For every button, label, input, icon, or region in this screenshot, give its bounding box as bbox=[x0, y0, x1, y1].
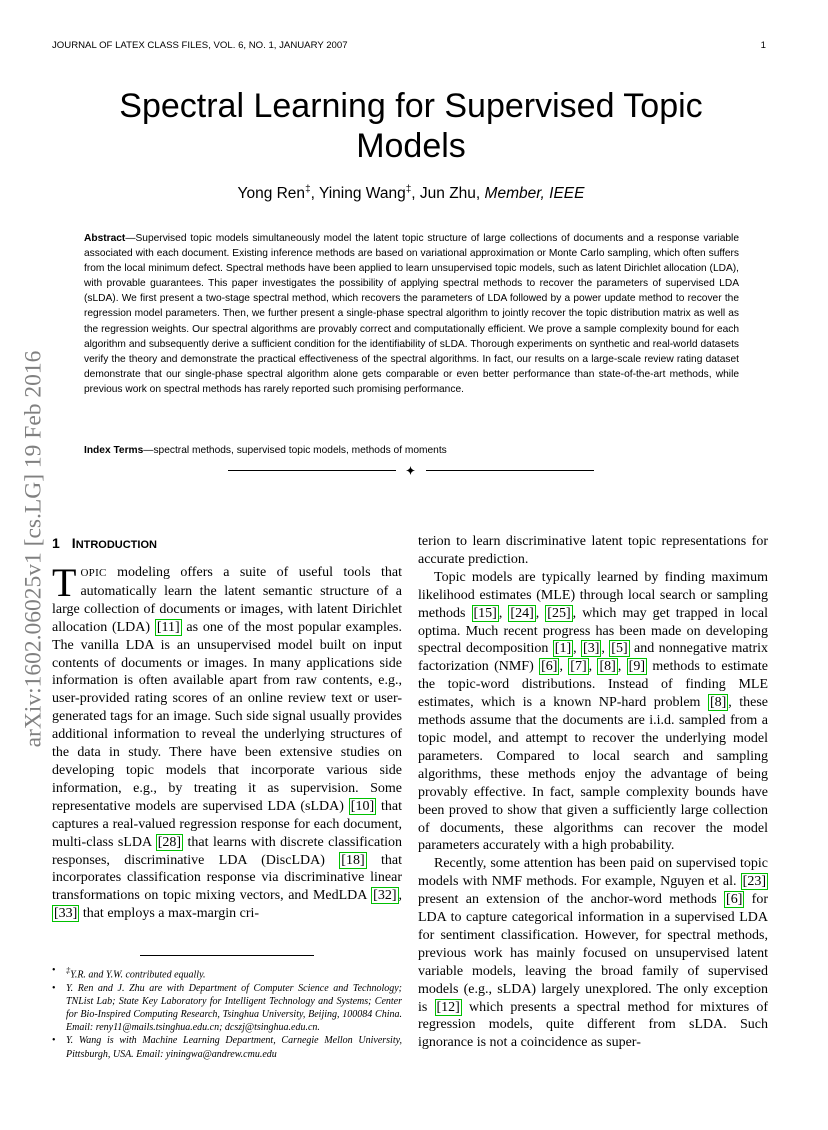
index-terms bbox=[84, 443, 739, 458]
citation-link[interactable]: [5] bbox=[611, 641, 628, 657]
footnote-item: • ‡Y.R. and Y.W. contributed equally. bbox=[52, 965, 206, 981]
paragraph: Recently, some attention has been paid on supervised topic models with NMF methods. For example, Nguyen et al. [23] present an extension of the anchor-word methods [6] for LDA to capture categorical information in a supervised LDA for sentiment classification. However, for spectral methods, previous work has mainly focused on unsupervised latent variable models, leaving the broad family of supervised models (e.g., sLDA) largely unexplored. The only exception is [12] which presents a spectral method for mixtures of regression models, quite different from sLDA. Such ignorance is not a coincidence as super- bbox=[418, 856, 769, 1051]
citation-link[interactable]: [23] bbox=[742, 874, 766, 890]
bullet-icon: • bbox=[52, 982, 56, 994]
index-terms-label: Index Terms bbox=[84, 445, 144, 456]
footnote-mark: ‡ bbox=[66, 966, 71, 975]
citation-link[interactable]: [10] bbox=[350, 798, 375, 814]
equal-contribution-mark: ‡ bbox=[305, 184, 311, 195]
citation-link[interactable]: [9] bbox=[628, 659, 645, 675]
abstract bbox=[84, 231, 739, 397]
arxiv-identifier: arXiv:1602.06025v1 [cs.LG] 19 Feb 2016 bbox=[20, 350, 47, 748]
citation-link[interactable]: [28] bbox=[157, 834, 182, 850]
paragraph: terion to learn discriminative latent topic representations for accurate prediction. bbox=[418, 534, 768, 567]
citation-link[interactable]: [18] bbox=[341, 852, 365, 868]
running-header bbox=[52, 40, 766, 56]
arxiv-watermark bbox=[22, 283, 46, 815]
left-column bbox=[52, 533, 402, 923]
divider-rule-left bbox=[228, 470, 396, 471]
abstract-text: —Supervised topic models simultaneously model the latent topic structure of large collections of documents and a response variable associated with each document. Existing inference methods are based on variational approximation or Monte Carlo sampling, which often suffers from the local minimum defect. Spectral methods have been applied to learn unsupervised topic models, such as latent Dirichlet allocation (LDA), with provable guarantees. This paper investigates the possibility of applying spectral methods to recover the parameters of supervised LDA (sLDA). We first present a two-stage spectral method, which recovers the parameters of LDA followed by a power update method to recover the regression model parameters. Then, we further present a single-phase spectral algorithm to jointly recover the topic distribution matrix as well as the regression weights. Our spectral algorithms are provably correct and computationally efficient. We prove a sample complexity bound for each algorithm and subsequently derive a sufficient condition for the identifiability of sLDA. Thorough experiments on synthetic and real-world datasets verify the theory and demonstrate the practical effectiveness of the spectral algorithms. In fact, our results on a large-scale review rating dataset demonstrate that our single-phase spectral algorithm alone gets comparable or even better performance than state-of-the-art methods, while previous work on spectral methods has rarely reported such promising performance. bbox=[84, 233, 739, 395]
equal-contribution-mark: ‡ bbox=[405, 184, 412, 195]
abstract-label: Abstract bbox=[84, 233, 126, 244]
diamond-icon bbox=[406, 466, 415, 475]
author-role: Member, IEEE bbox=[484, 185, 585, 203]
paper-title: Spectral Learning for Supervised Topic Models bbox=[119, 87, 703, 165]
footnote-item: • Y. Ren and J. Zhu are with Department of Computer Science and Technology; TNList Lab; State Key Laboratory for Intelligent Technology and Systems; Center for Bio-Inspired Computing Research, Tsinghua University, Beijing, 100084 China. Email: reny11@mails.tsinghua.edu.cn; dcszj@tsinghua.edu.cn. bbox=[52, 982, 402, 1034]
citation-link[interactable]: [8] bbox=[709, 695, 727, 711]
section-divider bbox=[228, 463, 594, 479]
author-name: Yining Wang bbox=[318, 185, 406, 203]
page-number: 1 bbox=[760, 40, 766, 51]
citation-link[interactable]: [3] bbox=[583, 641, 600, 657]
citation-link[interactable]: [33] bbox=[54, 906, 78, 922]
small-caps-word: OPIC bbox=[80, 567, 107, 579]
bullet-icon: • bbox=[52, 965, 56, 976]
citation-link[interactable]: [24] bbox=[510, 605, 534, 621]
author-name: Yong Ren bbox=[237, 185, 306, 203]
author-name: Jun Zhu bbox=[419, 185, 476, 203]
footnotes bbox=[52, 964, 402, 1061]
citation-link[interactable]: [8] bbox=[599, 659, 616, 675]
right-column bbox=[418, 533, 768, 1052]
footnote-rule bbox=[140, 955, 314, 956]
citation-link[interactable]: [1] bbox=[554, 641, 572, 657]
citation-link[interactable]: [6] bbox=[541, 659, 558, 675]
bullet-icon: • bbox=[52, 1035, 56, 1047]
paragraph: Topic models are typically learned by finding maximum likelihood estimates (MLE) through local search or sampling methods [15] , [24] , [25] , which may get trapped in local optima. Much recent progress has been made on developing spectral decomposition [1] , [3] , [5] and nonnegative matrix factorization (NMF) [6] , [7] , [8] , [9] methods to estimate the topic-word distributions. Instead of finding MLE estimates, which is a known NP-hard problem [8] , these methods assume that the documents are i.i.d. sampled from a topic model, and attempt to recover the underlying model parameters. Compared to local search and sampling algorithms, these methods enjoy the advantage of being provably effective. In fact, sample complexity bounds have been proved to show that given a sufficiently large collection of documents, these algorithms can recover the model parameters accurately with a high probability. bbox=[418, 569, 769, 854]
index-terms-text: —spectral methods, supervised topic models, methods of moments bbox=[143, 445, 447, 456]
journal-header: JOURNAL OF LATEX CLASS FILES, VOL. 6, NO. 1, JANUARY 2007 bbox=[52, 40, 348, 51]
section-heading bbox=[52, 533, 402, 555]
citation-link[interactable]: [12] bbox=[436, 999, 460, 1015]
drop-cap: T bbox=[52, 560, 77, 605]
citation-link[interactable]: [25] bbox=[547, 605, 571, 621]
citation-link[interactable]: [7] bbox=[570, 659, 587, 675]
citation-link[interactable]: [15] bbox=[473, 605, 497, 621]
intro-paragraph: TOPIC modeling offers a suite of useful tools that automatically learn the latent semantic structure of a large collection of documents or images, with latent Dirichlet allocation (LDA) [11] as one of the most popular examples. The vanilla LDA is an unsupervised model built on input contents of documents or images. In many applications side information is often available apart from raw contents, e.g., user-provided rating scores of an online review text or user-generated tags for an image. Such side signal usually provides additional information to reveal the underlying structures of the data in study. There have been extensive studies on developing topic models that incorporate various side information, e.g., by treating it as supervision. Some representative models are supervised LDA (sLDA) [10] that captures a real-valued regression response for each document, multi-class sLDA [28] that learns with discrete classification responses, discriminative LDA (DiscLDA) [18] that incorporates classification response via discriminative linear transformations on topic mixing vectors, and MedLDA [32] , [33] that employs a max-margin cri- bbox=[52, 560, 402, 922]
citation-link[interactable]: [6] bbox=[726, 892, 743, 908]
divider-rule-right bbox=[426, 470, 594, 471]
section-title-rest: NTRODUCTION bbox=[75, 539, 157, 551]
author-list: Yong Ren‡, Yining Wang‡, Jun Zhu, Member, IEEE bbox=[237, 184, 585, 203]
section-title-initial: I bbox=[71, 535, 76, 551]
citation-link[interactable]: [32] bbox=[373, 888, 397, 904]
footnote-item: • Y. Wang is with Machine Learning Department, Carnegie Mellon University, Pittsburgh, USA. Email: yiningwa@andrew.cmu.edu bbox=[52, 1035, 402, 1060]
section-number: 1 bbox=[52, 535, 60, 551]
citation-link[interactable]: [11] bbox=[156, 619, 180, 635]
